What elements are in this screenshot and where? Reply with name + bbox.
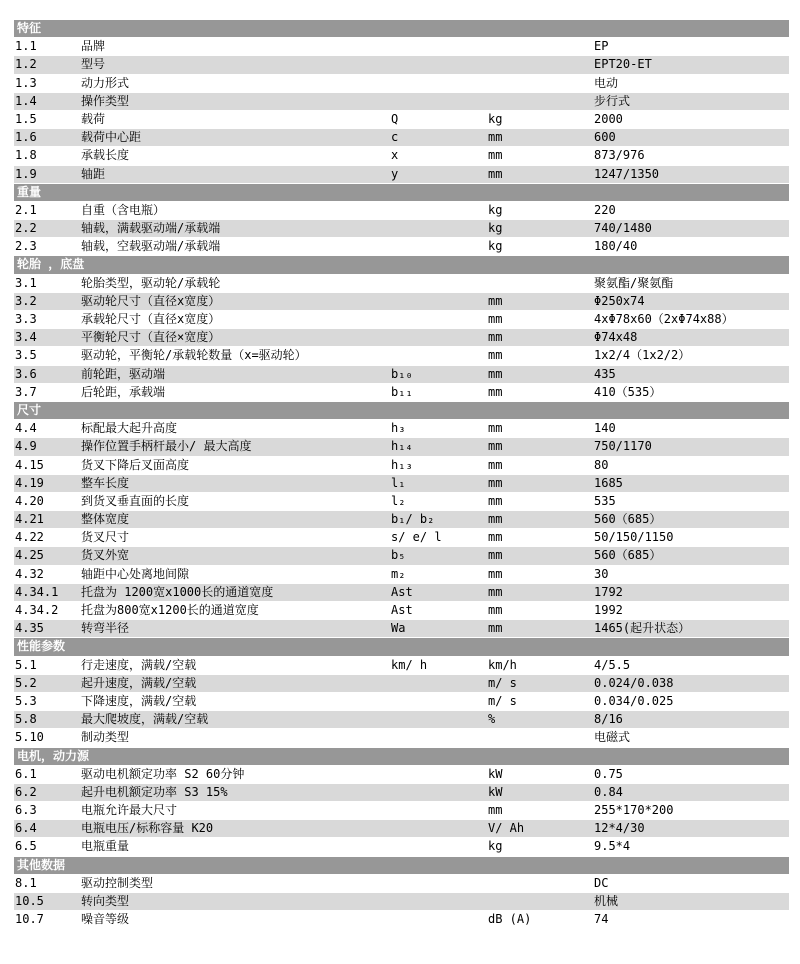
cell-symbol: h₁₃ <box>391 457 413 472</box>
cell-label: 起升电机额定功率 S3 15% <box>81 784 228 799</box>
table-row <box>14 220 789 238</box>
cell-unit <box>487 75 593 92</box>
cell-no: 5.10 <box>15 730 44 745</box>
cell-unit <box>487 56 593 73</box>
cell-value: 74 <box>594 912 609 927</box>
table-row <box>14 657 789 675</box>
cell-unit: mm <box>488 603 503 617</box>
cell-label: 噪音等级 <box>81 912 130 927</box>
cell-symbol: b₁/ b₂ <box>391 512 435 527</box>
cell-value: 750/1170 <box>594 439 652 454</box>
cell-symbol <box>390 75 487 92</box>
cell-value: 0.024/0.038 <box>594 675 674 690</box>
cell-symbol: b₁₁ <box>391 384 413 399</box>
cell-label: 载荷中心距 <box>81 130 142 145</box>
cell-symbol <box>390 238 487 255</box>
table-row <box>14 147 789 165</box>
table-row <box>14 311 789 329</box>
table-row <box>14 438 789 456</box>
cell-unit: mm <box>488 421 503 436</box>
cell-no: 4.9 <box>15 439 37 454</box>
table-row <box>14 802 789 820</box>
cell-no: 10.5 <box>15 894 44 908</box>
cell-no: 3.4 <box>15 330 37 345</box>
cell-symbol <box>390 802 487 819</box>
cell-no: 4.21 <box>15 512 44 527</box>
table-row <box>14 693 789 711</box>
cell-no: 3.3 <box>15 312 37 326</box>
cell-label: 动力形式 <box>81 75 130 90</box>
cell-label: 标配最大起升高度 <box>81 421 178 436</box>
cell-unit: mm <box>488 384 503 399</box>
cell-symbol: c <box>391 130 399 145</box>
cell-unit: kW <box>488 766 503 781</box>
cell-label: 操作位置手柄杆最小/ 最大高度 <box>81 439 252 454</box>
table-row <box>14 366 789 384</box>
cell-unit: kg <box>488 221 503 236</box>
cell-no: 4.20 <box>15 493 44 508</box>
cell-value: 50/150/1150 <box>594 530 674 545</box>
table-row <box>14 584 789 602</box>
cell-value: 4/5.5 <box>594 657 631 672</box>
cell-value: 9.5*4 <box>594 839 631 854</box>
cell-symbol: Q <box>391 111 399 126</box>
cell-unit: kg <box>488 111 503 126</box>
cell-symbol: s/ e/ l <box>391 530 442 545</box>
cell-no: 4.34.1 <box>15 584 59 599</box>
cell-unit: mm <box>488 293 503 308</box>
cell-no: 1.9 <box>15 166 37 181</box>
cell-unit <box>487 893 593 910</box>
cell-unit: mm <box>488 475 503 490</box>
cell-unit: mm <box>488 439 503 454</box>
cell-unit: V/ Ah <box>488 821 525 836</box>
cell-label: 平衡轮尺寸（直径×宽度） <box>81 330 221 345</box>
cell-label: 品牌 <box>81 39 106 54</box>
cell-symbol <box>390 711 487 728</box>
cell-symbol <box>390 347 487 364</box>
cell-no: 10.7 <box>15 912 44 927</box>
cell-no: 3.1 <box>15 275 37 290</box>
table-row <box>14 93 789 111</box>
cell-label: 自重（含电瓶） <box>81 202 166 217</box>
cell-no: 1.5 <box>15 111 37 126</box>
cell-value: DC <box>594 875 609 890</box>
cell-no: 1.3 <box>15 75 37 90</box>
cell-label: 轴距中心处离地间隙 <box>81 566 190 581</box>
cell-symbol: Ast <box>391 603 413 617</box>
cell-symbol: b₁₀ <box>391 366 413 381</box>
cell-no: 1.1 <box>15 39 37 54</box>
cell-value: 80 <box>594 457 609 472</box>
cell-label: 整车长度 <box>81 475 130 490</box>
cell-symbol: b₅ <box>391 548 406 563</box>
cell-symbol <box>390 729 487 746</box>
cell-no: 4.4 <box>15 421 37 436</box>
section-header: 电机，动力源 <box>14 748 789 766</box>
section-header: 性能参数 <box>14 638 789 656</box>
cell-unit: mm <box>488 530 503 545</box>
cell-no: 4.22 <box>15 530 44 545</box>
cell-unit <box>487 729 593 746</box>
table-row <box>14 293 789 311</box>
section-header: 轮胎 ，底盘 <box>14 256 789 274</box>
cell-unit: km/h <box>488 657 517 672</box>
cell-label: 货叉尺寸 <box>81 530 130 545</box>
cell-value: 220 <box>594 202 616 217</box>
cell-no: 8.1 <box>15 875 37 890</box>
cell-symbol <box>390 220 487 237</box>
cell-unit: mm <box>488 621 503 636</box>
cell-unit: mm <box>488 584 503 599</box>
cell-unit: m/ s <box>488 693 517 708</box>
table-row <box>14 766 789 784</box>
cell-value: 1992 <box>594 603 623 617</box>
cell-label: 电瓶重量 <box>81 839 130 854</box>
table-row <box>14 875 789 893</box>
table-row <box>14 457 789 475</box>
table-row <box>14 547 789 565</box>
cell-label: 转向类型 <box>81 894 130 908</box>
cell-no: 3.2 <box>15 293 37 308</box>
table-row <box>14 566 789 584</box>
cell-symbol: l₁ <box>391 475 406 490</box>
cell-unit <box>487 275 593 292</box>
cell-no: 2.1 <box>15 202 37 217</box>
cell-unit: mm <box>488 493 503 508</box>
cell-value: 8/16 <box>594 712 623 727</box>
cell-unit: m/ s <box>488 675 517 690</box>
cell-label: 起升速度，满载/空载 <box>81 675 197 690</box>
cell-label: 轴载，空载驱动端/承载端 <box>81 239 221 254</box>
table-row <box>14 711 789 729</box>
cell-value: 步行式 <box>594 93 631 108</box>
table-row <box>14 784 789 802</box>
cell-unit <box>487 875 593 892</box>
cell-label: 轴距 <box>81 166 106 181</box>
cell-label: 托盘为800宽x1200长的通道宽度 <box>81 603 259 617</box>
cell-value: 180/40 <box>594 239 638 254</box>
cell-label: 到货叉垂直面的长度 <box>81 493 190 508</box>
cell-no: 5.3 <box>15 693 37 708</box>
section-header: 尺寸 <box>14 402 789 420</box>
cell-value: 机械 <box>594 894 619 908</box>
cell-unit: mm <box>488 566 503 581</box>
table-row <box>14 275 789 293</box>
cell-unit: dB (A) <box>488 912 532 927</box>
cell-value: 0.84 <box>594 784 623 799</box>
table-row <box>14 911 789 929</box>
cell-unit: mm <box>488 348 503 363</box>
cell-label: 下降速度，满载/空载 <box>81 693 197 708</box>
table-row <box>14 893 789 911</box>
cell-label: 前轮距，驱动端 <box>81 366 166 381</box>
table-row <box>14 475 789 493</box>
cell-no: 6.2 <box>15 784 37 799</box>
cell-label: 轴载，满载驱动端/承载端 <box>81 221 221 236</box>
cell-label: 整体宽度 <box>81 512 130 527</box>
table-row <box>14 347 789 365</box>
cell-value: 740/1480 <box>594 221 652 236</box>
table-row <box>14 820 789 838</box>
cell-label: 型号 <box>81 57 106 72</box>
cell-unit: mm <box>488 130 503 145</box>
table-row <box>14 675 789 693</box>
cell-value: Φ74x48 <box>594 330 638 345</box>
cell-symbol <box>390 329 487 346</box>
cell-value: 255*170*200 <box>594 803 674 818</box>
cell-no: 1.2 <box>15 57 37 72</box>
cell-label: 托盘为 1200宽x1000长的通道宽度 <box>81 584 274 599</box>
cell-symbol <box>390 275 487 292</box>
cell-label: 轮胎类型，驱动轮/承载轮 <box>81 275 221 290</box>
cell-no: 6.3 <box>15 803 37 818</box>
cell-symbol: h₁₄ <box>391 439 413 454</box>
cell-value: 873/976 <box>594 148 645 163</box>
cell-unit: mm <box>488 330 503 345</box>
table-row <box>14 529 789 547</box>
table-row <box>14 202 789 220</box>
cell-label: 行走速度，满载/空载 <box>81 657 197 672</box>
cell-no: 5.2 <box>15 675 37 690</box>
cell-unit: kg <box>488 239 503 254</box>
table-row <box>14 620 789 638</box>
cell-unit: mm <box>488 512 503 527</box>
table-row <box>14 75 789 93</box>
cell-value: Φ250x74 <box>594 293 645 308</box>
table-row <box>14 384 789 402</box>
cell-unit: kg <box>488 839 503 854</box>
cell-unit <box>487 38 593 55</box>
cell-value: 600 <box>594 130 616 145</box>
table-row <box>14 602 789 620</box>
cell-symbol: y <box>391 166 399 181</box>
cell-unit: kg <box>488 202 503 217</box>
table-row <box>14 166 789 184</box>
cell-label: 载荷 <box>81 111 106 126</box>
cell-no: 5.8 <box>15 712 37 727</box>
cell-label: 驱动轮，平衡轮/承载轮数量（x=驱动轮） <box>81 348 307 363</box>
cell-unit: mm <box>488 548 503 563</box>
section-header: 其他数据 <box>14 857 789 875</box>
table-row <box>14 129 789 147</box>
cell-value: 4xΦ78x60（2xΦ74x88） <box>594 312 734 326</box>
table-row <box>14 238 789 256</box>
cell-value: 1x2/4（1x2/2） <box>594 348 691 363</box>
cell-label: 制动类型 <box>81 730 130 745</box>
cell-label: 承载轮尺寸（直径x宽度） <box>81 312 221 326</box>
cell-label: 驱动轮尺寸（直径x宽度） <box>81 293 221 308</box>
cell-symbol: x <box>391 148 399 163</box>
spec-table <box>14 20 789 929</box>
cell-symbol <box>390 893 487 910</box>
cell-value: 1685 <box>594 475 623 490</box>
cell-no: 4.35 <box>15 621 44 636</box>
cell-value: 140 <box>594 421 616 436</box>
table-row <box>14 420 789 438</box>
cell-label: 电瓶允许最大尺寸 <box>81 803 178 818</box>
cell-no: 6.5 <box>15 839 37 854</box>
cell-no: 6.1 <box>15 766 37 781</box>
cell-symbol <box>390 38 487 55</box>
cell-value: 1792 <box>594 584 623 599</box>
cell-unit: mm <box>488 148 503 163</box>
cell-value: 电动 <box>594 75 619 90</box>
cell-symbol <box>390 820 487 837</box>
cell-label: 驱动控制类型 <box>81 875 154 890</box>
cell-no: 2.3 <box>15 239 37 254</box>
cell-value: 435 <box>594 366 616 381</box>
cell-unit: mm <box>488 312 503 326</box>
table-row <box>14 729 789 747</box>
cell-label: 最大爬坡度，满载/空载 <box>81 712 209 727</box>
cell-symbol <box>390 911 487 928</box>
cell-no: 3.6 <box>15 366 37 381</box>
cell-label: 转弯半径 <box>81 621 130 636</box>
cell-value: 560（685） <box>594 512 662 527</box>
table-row <box>14 111 789 129</box>
cell-symbol <box>390 675 487 692</box>
cell-no: 3.7 <box>15 384 37 399</box>
cell-symbol <box>390 784 487 801</box>
cell-symbol <box>390 93 487 110</box>
table-row <box>14 511 789 529</box>
section-header: 重量 <box>14 184 789 202</box>
cell-value: 1465(起升状态） <box>594 621 691 636</box>
cell-no: 2.2 <box>15 221 37 236</box>
cell-no: 4.34.2 <box>15 603 59 617</box>
cell-unit: mm <box>488 366 503 381</box>
cell-no: 1.8 <box>15 148 37 163</box>
cell-no: 4.15 <box>15 457 44 472</box>
cell-value: EPT20-ET <box>594 57 652 72</box>
cell-unit <box>487 93 593 110</box>
cell-label: 货叉外宽 <box>81 548 130 563</box>
table-row <box>14 38 789 56</box>
cell-label: 货叉下降后叉面高度 <box>81 457 190 472</box>
cell-value: 535 <box>594 493 616 508</box>
cell-label: 驱动电机额定功率 S2 60分钟 <box>81 766 245 781</box>
cell-no: 1.6 <box>15 130 37 145</box>
cell-value: EP <box>594 39 609 54</box>
cell-label: 操作类型 <box>81 93 130 108</box>
cell-no: 4.19 <box>15 475 44 490</box>
cell-symbol <box>390 202 487 219</box>
table-row <box>14 56 789 74</box>
cell-symbol <box>390 838 487 855</box>
table-row <box>14 329 789 347</box>
cell-unit: % <box>488 712 496 727</box>
cell-symbol: h₃ <box>391 421 406 436</box>
cell-no: 3.5 <box>15 348 37 363</box>
cell-label: 电瓶电压/标称容量 K20 <box>81 821 214 836</box>
cell-value: 1247/1350 <box>594 166 660 181</box>
section-header: 特征 <box>14 20 789 38</box>
cell-symbol: Ast <box>391 584 413 599</box>
cell-unit: mm <box>488 166 503 181</box>
cell-unit: kW <box>488 784 503 799</box>
cell-value: 电磁式 <box>594 730 631 745</box>
cell-no: 1.4 <box>15 93 37 108</box>
cell-value: 2000 <box>594 111 623 126</box>
cell-symbol <box>390 766 487 783</box>
cell-symbol: l₂ <box>391 493 406 508</box>
table-row <box>14 838 789 856</box>
cell-no: 5.1 <box>15 657 37 672</box>
cell-label: 后轮距，承载端 <box>81 384 166 399</box>
cell-no: 6.4 <box>15 821 37 836</box>
cell-symbol <box>390 56 487 73</box>
cell-symbol: m₂ <box>391 566 406 581</box>
cell-label: 承载长度 <box>81 148 130 163</box>
cell-unit: mm <box>488 803 503 818</box>
cell-symbol <box>390 293 487 310</box>
cell-symbol: Wa <box>391 621 406 636</box>
cell-symbol <box>390 311 487 328</box>
cell-value: 0.034/0.025 <box>594 693 674 708</box>
cell-value: 0.75 <box>594 766 623 781</box>
cell-unit: mm <box>488 457 503 472</box>
cell-value: 30 <box>594 566 609 581</box>
cell-value: 410（535） <box>594 384 662 399</box>
cell-value: 560（685） <box>594 548 662 563</box>
cell-symbol <box>390 693 487 710</box>
cell-symbol <box>390 875 487 892</box>
cell-symbol: km/ h <box>391 657 428 672</box>
table-row <box>14 493 789 511</box>
cell-value: 12*4/30 <box>594 821 645 836</box>
cell-no: 4.25 <box>15 548 44 563</box>
cell-value: 聚氨酯/聚氨酯 <box>594 275 674 290</box>
cell-no: 4.32 <box>15 566 44 581</box>
